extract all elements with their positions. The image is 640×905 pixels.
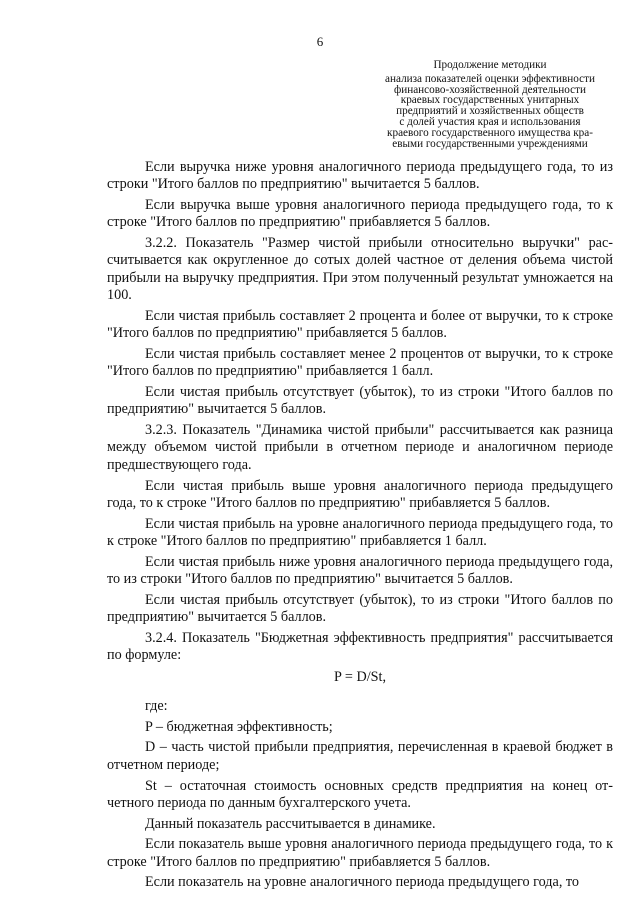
paragraph: Если чистая прибыль на уровне аналогичного периода предыдущего года, то к строке "Итого баллов по предприятию" прибавляется 1 балл. bbox=[107, 515, 613, 549]
header-line: краевого государственного имущества кра- bbox=[387, 126, 593, 139]
body-text bbox=[107, 159, 613, 895]
header-line: предприятий и хозяйственных обществ bbox=[396, 105, 584, 118]
paragraph: Данный показатель рассчитывается в динамике. bbox=[145, 815, 436, 832]
header-line: финансово-хозяйственной деятельности bbox=[393, 83, 586, 96]
definition-item: D – часть чистой прибыли предприятия, перечисленная в краевой бюджет в отчетном периоде; bbox=[107, 739, 613, 773]
header-line: анализа показателей оценки эффективности bbox=[385, 72, 595, 85]
definition-item: P – бюджетная эффективность; bbox=[145, 718, 333, 735]
paragraph: Если чистая прибыль отсутствует (убыток), то из строки "Итого баллов по предприятию" вычитается 5 баллов. bbox=[107, 384, 613, 418]
paragraph: 3.2.2. Показатель "Размер чистой прибыли относительно выручки" рассчитывается как округленное до сотых долей частное от деления объема чистой прибыли на выручку предприятия. При этом полученный результат умножается на 100. bbox=[107, 235, 613, 304]
paragraph: Если чистая прибыль составляет 2 процента и более от выручки, то к строке "Итого баллов по предприятию" прибавляется 5 баллов. bbox=[107, 307, 613, 342]
header-line: Продолжение методики bbox=[433, 59, 547, 71]
page-number: 6 bbox=[316, 34, 324, 49]
header-line: краевых государственных унитарных bbox=[400, 94, 580, 107]
header-line: евыми государственными учреждениями bbox=[392, 137, 588, 150]
paragraph: Если показатель выше уровня аналогичного периода предыдущего года, то к строке "Итого баллов по предприятию" прибавляется 5 баллов. bbox=[107, 836, 613, 870]
paragraph: 3.2.3. Показатель "Динамика чистой прибыли" рассчитывается как разница между объемом чистой прибыли в отчетном периоде и аналогичном периоде предшествующего года. bbox=[107, 422, 613, 473]
paragraph: Если показатель на уровне аналогичного периода предыдущего года, то bbox=[145, 874, 580, 891]
appendix-header bbox=[368, 60, 612, 149]
paragraph: 3.2.4. Показатель "Бюджетная эффективность предприятия" рассчитывается по формуле: bbox=[107, 629, 613, 664]
paragraph: Если чистая прибыль составляет менее 2 процентов от выручки, то к строке "Итого баллов по предприятию" прибавляется 1 балл. bbox=[107, 345, 613, 380]
paragraph: Если выручка выше уровня аналогичного периода предыдущего года, то к строке "Итого баллов по предприятию" прибавляется 5 баллов. bbox=[107, 197, 613, 231]
formula: P = D/St, bbox=[333, 668, 387, 685]
paragraph: Если чистая прибыль выше уровня аналогичного периода предыдущего года, то к строке "Итого баллов по предприятию" прибавляется 5 баллов. bbox=[107, 477, 613, 511]
definition-item: St – остаточная стоимость основных средств предприятия на конец отчетного периода по данным бухгалтерского учета. bbox=[107, 777, 613, 811]
paragraph: Если выручка ниже уровня аналогичного периода предыдущего года, то из строки "Итого баллов по предприятию" вычитается 5 баллов. bbox=[107, 159, 613, 193]
paragraph: Если чистая прибыль отсутствует (убыток), то из строки "Итого баллов по предприятию" вычитается 5 баллов. bbox=[107, 591, 613, 626]
header-line: с долей участия края и использования bbox=[399, 115, 581, 128]
paragraph: Если чистая прибыль ниже уровня аналогичного периода предыдущего года, то из строки "Итого баллов по предприятию" вычитается 5 баллов. bbox=[107, 553, 613, 588]
where-label: где: bbox=[145, 697, 168, 714]
